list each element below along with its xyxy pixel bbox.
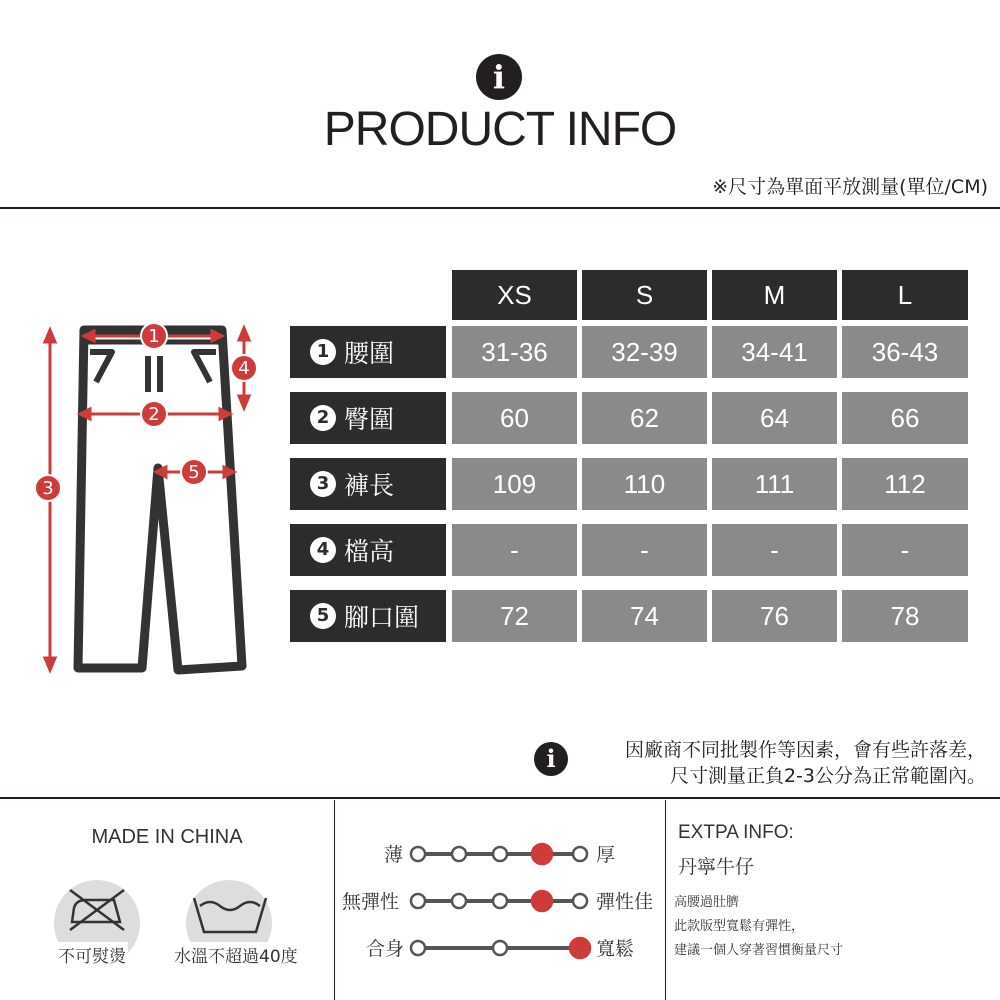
- scale-right-label: 彈性佳: [596, 891, 654, 913]
- scale-left-label: 無彈性: [342, 891, 400, 913]
- scale-left-label: 合身: [366, 938, 405, 960]
- table-cell: 32-39: [582, 326, 707, 378]
- marker-1: 1: [148, 326, 160, 347]
- scale-marker: [573, 894, 587, 908]
- row-label-waist: [290, 326, 446, 378]
- extra-info-line: 高腰過肚臍: [674, 895, 740, 910]
- table-cell: 60: [452, 392, 577, 444]
- scale-marker: [452, 894, 466, 908]
- scale-right-label: 厚: [596, 844, 616, 866]
- row-label-rise: [290, 524, 446, 576]
- row-number: 4: [310, 537, 336, 563]
- table-cell: 74: [582, 590, 707, 642]
- attribute-scales: [408, 840, 594, 960]
- wash-40-icon: [190, 892, 270, 936]
- marker-3: 3: [42, 478, 54, 499]
- row-label-hem: [290, 590, 446, 642]
- table-cell: 110: [582, 458, 707, 510]
- table-cell: -: [842, 524, 968, 576]
- row-label-length: [290, 458, 446, 510]
- table-cell: 64: [712, 392, 837, 444]
- size-header-s: S: [582, 270, 707, 320]
- disclaimer: [625, 738, 986, 789]
- unit-note: ※尺寸為單面平放測量(單位/CM): [712, 176, 988, 198]
- table-cell: -: [712, 524, 837, 576]
- row-label: 腰圍: [344, 339, 395, 368]
- table-cell: 112: [842, 458, 968, 510]
- made-in-label: MADE IN CHINA: [91, 826, 243, 848]
- marker-2: 2: [148, 404, 160, 425]
- table-cell: -: [452, 524, 577, 576]
- extra-info-line: 建議一個人穿著習慣衡量尺寸: [674, 943, 844, 958]
- scale-marker: [493, 941, 507, 955]
- scale-marker-selected: [532, 844, 552, 864]
- table-cell: 66: [842, 392, 968, 444]
- row-label: 檔高: [344, 537, 395, 566]
- size-header-xs: XS: [452, 270, 577, 320]
- table-cell: 36-43: [842, 326, 968, 378]
- fabric-label: 丹寧牛仔: [678, 856, 755, 878]
- page-title: PRODUCT INFO: [323, 103, 677, 156]
- pants-diagram: [30, 318, 280, 688]
- row-label: 臀圍: [344, 405, 395, 434]
- marker-5: 5: [188, 462, 200, 483]
- scale-marker-selected: [570, 938, 590, 958]
- scale-marker: [493, 894, 507, 908]
- size-header-m: M: [712, 270, 837, 320]
- scale-right-label: 寬鬆: [596, 938, 635, 960]
- table-cell: 72: [452, 590, 577, 642]
- scale-marker: [573, 847, 587, 861]
- table-cell: 76: [712, 590, 837, 642]
- extra-info-title: EXTPA INFO:: [678, 822, 794, 843]
- marker-4: 4: [238, 358, 250, 379]
- table-cell: 34-41: [712, 326, 837, 378]
- no-ironing-icon: [62, 884, 132, 934]
- divider: [665, 800, 666, 1000]
- table-cell: 109: [452, 458, 577, 510]
- row-number: 1: [310, 339, 336, 365]
- disclaimer-line: 因廠商不同批製作等因素，會有些許落差，: [624, 739, 986, 761]
- info-icon: i: [534, 742, 568, 776]
- divider: [0, 207, 1000, 209]
- scale-marker-selected: [532, 891, 552, 911]
- scale-marker: [493, 847, 507, 861]
- row-label: 腳口圍: [344, 603, 420, 632]
- scale-marker: [452, 847, 466, 861]
- table-cell: -: [582, 524, 707, 576]
- size-header-l: L: [842, 270, 968, 320]
- care-label: 不可熨燙: [56, 942, 128, 967]
- divider: [0, 797, 1000, 799]
- row-number: 2: [310, 405, 336, 431]
- divider: [334, 800, 335, 1000]
- table-cell: 31-36: [452, 326, 577, 378]
- care-label: 水溫不超過40度: [172, 942, 300, 967]
- row-number: 5: [310, 603, 336, 629]
- scale-left-label: 薄: [384, 844, 404, 866]
- row-number: 3: [310, 471, 336, 497]
- scale-marker: [411, 894, 425, 908]
- info-icon: i: [476, 54, 522, 100]
- table-cell: 62: [582, 392, 707, 444]
- table-cell: 111: [712, 458, 837, 510]
- disclaimer-line: 尺寸測量正負2-3公分為正常範圍內。: [669, 764, 986, 787]
- extra-info-line: 此款版型寬鬆有彈性，: [674, 919, 805, 934]
- scale-marker: [411, 847, 425, 861]
- scale-marker: [411, 941, 425, 955]
- table-cell: 78: [842, 590, 968, 642]
- row-label: 褲長: [344, 471, 395, 500]
- row-label-hip: [290, 392, 446, 444]
